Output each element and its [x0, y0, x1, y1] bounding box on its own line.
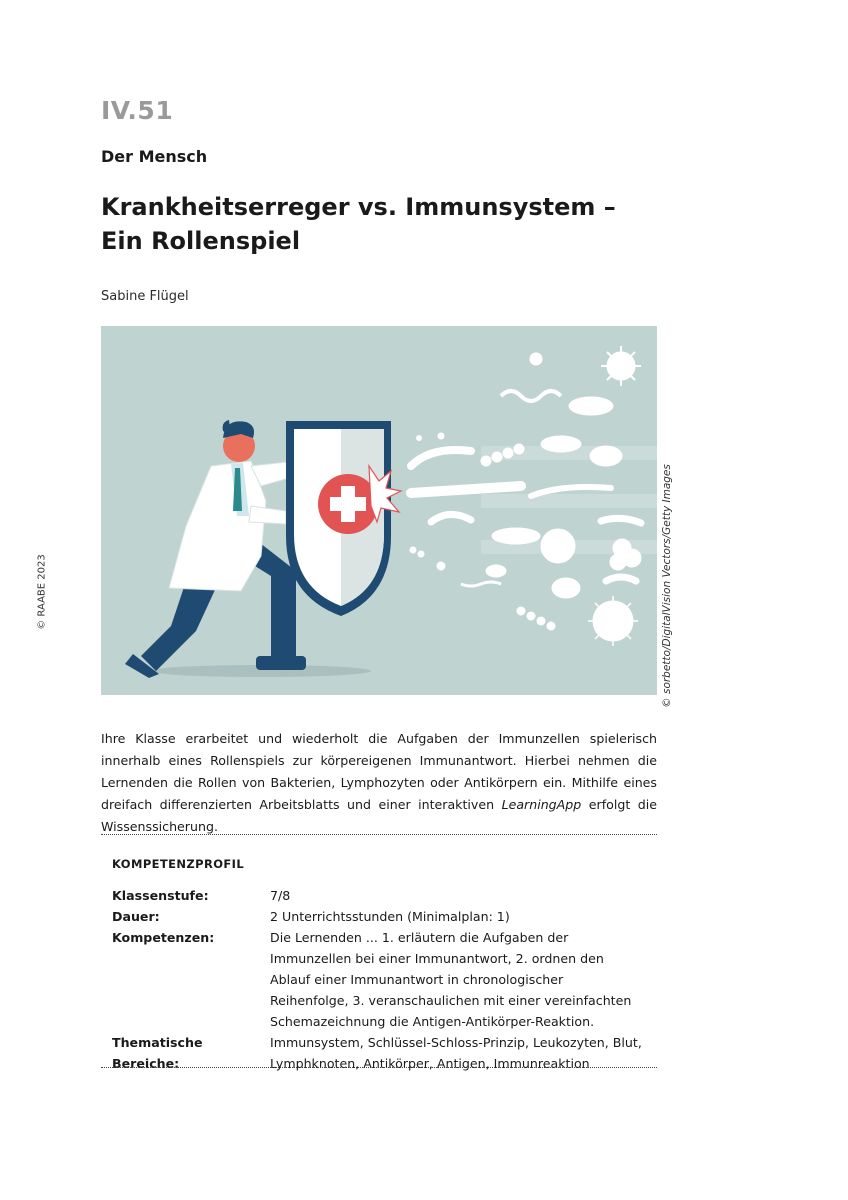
hero-illustration	[101, 326, 657, 695]
intro-text-1: Ihre Klasse erarbeitet und wiederholt die Aufgaben der Immunzellen spielerisch innerhalb eines Rollenspiels zur körpereigenen Immunantwort. Hierbei nehmen die Lernenden die Rollen von Bakterien, Lymphozyten oder Antikörpern ein. Mithilfe eines dreifach differenzierten Arbeitsblatts und einer interaktiven	[101, 731, 657, 812]
profile-row-grade	[112, 885, 642, 906]
intro-paragraph	[101, 728, 657, 838]
divider-top	[101, 834, 657, 835]
competence-profile-title: KOMPETENZPROFIL	[112, 857, 245, 871]
title-line-1: Krankheitserreger vs. Immunsystem –	[101, 193, 616, 221]
profile-value: Die Lernenden ... 1. erläutern die Aufgaben der Immunzellen bei einer Immunantwort, 2. ordnen den Ablauf einer Immunantwort in chronologischer Reihenfolge, 3. veranschaulichen mit einer vereinfachten Schemazeichnung die Antigen-Antikörper-Reaktion.	[270, 930, 632, 1029]
intro-text-2: erfolgt die Wissenssicherung.	[101, 797, 657, 834]
page-title	[101, 190, 616, 258]
intro-emphasis: LearningApp	[501, 797, 582, 812]
title-line-2: Ein Rollenspiel	[101, 227, 301, 255]
profile-row-competences	[112, 927, 642, 1032]
image-credit: © sorbetto/DigitalVision Vectors/Getty Images	[661, 464, 673, 708]
profile-row-duration	[112, 906, 642, 927]
profile-value: 2 Unterrichtsstunden (Minimalplan: 1)	[270, 909, 510, 924]
profile-label: Thematische Bereiche:	[112, 1035, 203, 1071]
profile-label: Kompetenzen:	[112, 930, 215, 945]
profile-label: Klassenstufe:	[112, 888, 209, 903]
profile-value: Immunsystem, Schlüssel-Schloss-Prinzip, Leukozyten, Blut, Lymphknoten, Antikörper, Antigen, Immunreaktion	[270, 1035, 642, 1071]
copyright-notice: © RAABE 2023	[36, 554, 48, 630]
competence-profile-table	[112, 885, 642, 1074]
unit-code: IV.51	[101, 96, 174, 125]
section-label: Der Mensch	[101, 147, 208, 166]
divider-bottom	[101, 1067, 657, 1068]
profile-value: 7/8	[270, 888, 291, 903]
author: Sabine Flügel	[101, 289, 189, 304]
profile-label: Dauer:	[112, 909, 160, 924]
